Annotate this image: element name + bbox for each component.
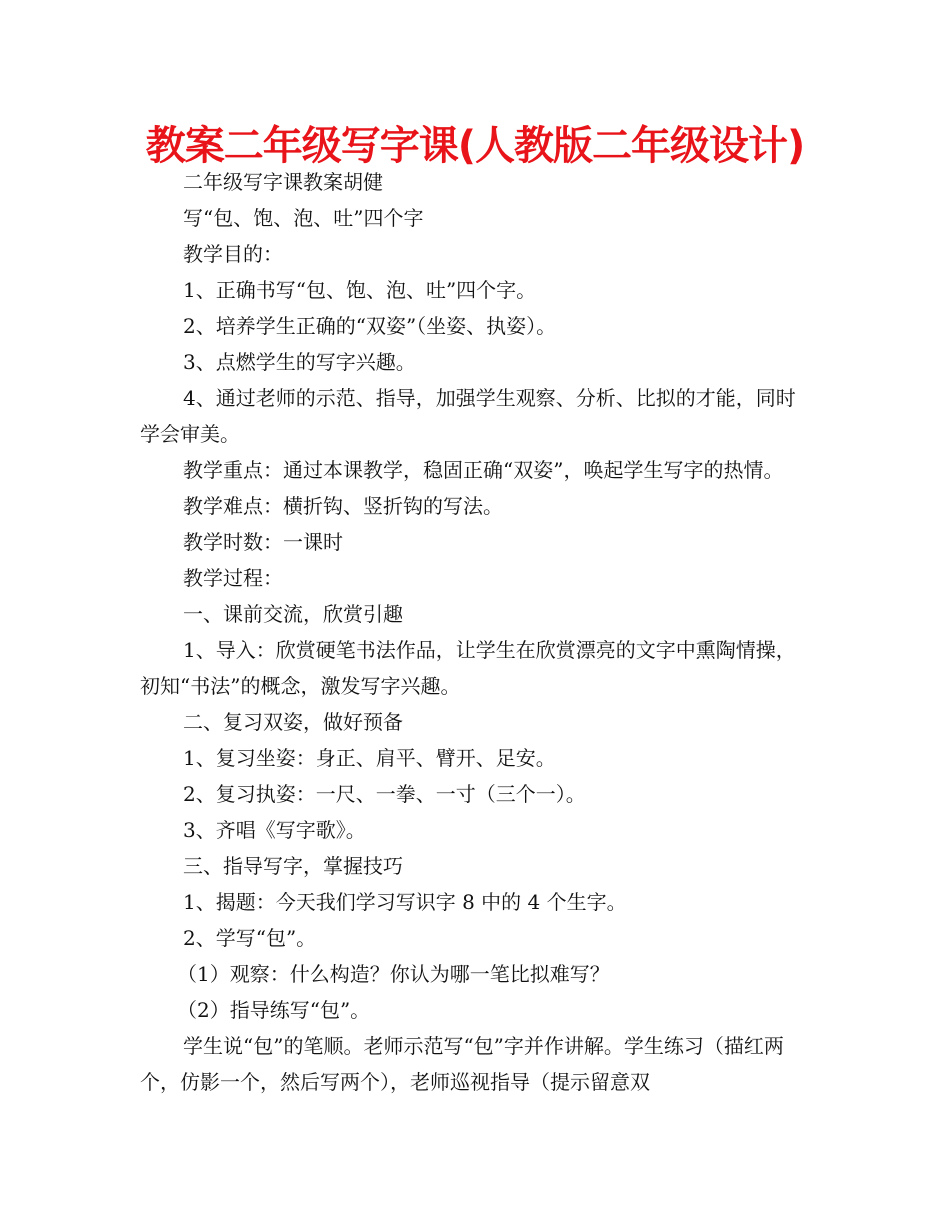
paragraph: 2、复习执姿：一尺、一拳、一寸（三个一）。 [183, 782, 586, 806]
paragraph: （2）指导练写“包”。 [177, 998, 371, 1022]
paragraph: 1、导入：欣赏硬笔书法作品，让学生在欣赏漂亮的文字中熏陶情操，初知“书法”的概念，激发写字兴趣。 [140, 638, 796, 698]
paragraph: 教学时数：一课时 [183, 530, 343, 554]
paragraph: 教学重点：通过本课教学，稳固正确“双姿”，唤起学生写字的热情。 [183, 458, 784, 482]
document-title: 教案二年级写字课(人教版二年级设计) [145, 123, 805, 169]
paragraph: 教学难点：横折钩、竖折钩的写法。 [183, 494, 503, 518]
paragraph: 3、齐唱《写字歌》。 [183, 818, 366, 842]
paragraph: 教学过程： [183, 566, 283, 590]
paragraph: 二年级写字课教案胡健 [183, 170, 383, 194]
paragraph: （1）观察：什么构造？你认为哪一笔比拟难写？ [177, 962, 610, 986]
paragraph: 1、正确书写“包、饱、泡、吐”四个字。 [183, 278, 537, 302]
paragraph: 三、指导写字，掌握技巧 [183, 854, 403, 878]
paragraph: 2、培养学生正确的“双姿”（坐姿、执姿）。 [183, 314, 557, 338]
paragraph: 教学目的： [183, 242, 283, 266]
paragraph: 一、课前交流，欣赏引趣 [183, 602, 403, 626]
paragraph: 3、点燃学生的写字兴趣。 [183, 350, 416, 374]
paragraph: 4、通过老师的示范、指导，加强学生观察、分析、比拟的才能，同时学会审美。 [140, 386, 796, 446]
paragraph: 1、揭题：今天我们学习写识字 8 中的 4 个生字。 [183, 890, 627, 914]
paragraph: 二、复习双姿，做好预备 [183, 710, 403, 734]
document-body [140, 164, 812, 1100]
paragraph: 学生说“包”的笔顺。老师示范写“包”字并作讲解。学生练习（描红两个，仿影一个，然后写两个），老师巡视指导（提示留意双 [140, 1034, 784, 1094]
paragraph: 写“包、饱、泡、吐”四个字 [183, 206, 424, 230]
paragraph: 1、复习坐姿：身正、肩平、臂开、足安。 [183, 746, 556, 770]
paragraph: 2、学写“包”。 [183, 926, 317, 950]
